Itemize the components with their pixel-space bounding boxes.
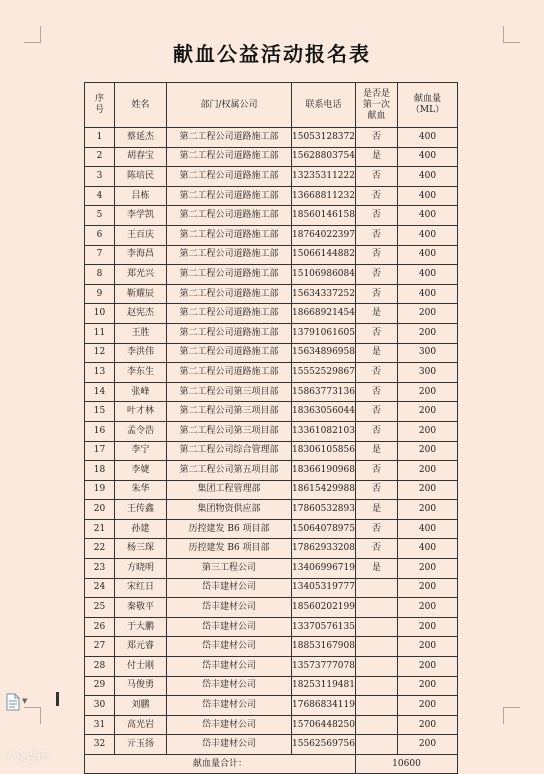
cell-phone: 13791061605 <box>292 323 356 343</box>
table-row <box>85 657 458 677</box>
cell-name: 杨三琛 <box>115 539 167 559</box>
cell-first: 否 <box>356 167 398 187</box>
cell-amount: 400 <box>398 245 458 265</box>
cell-dept: 第二工程公司道路施工部 <box>167 167 292 187</box>
cell-dept: 岱丰建材公司 <box>167 735 292 755</box>
cell-amount: 200 <box>398 461 458 481</box>
cell-amount: 200 <box>398 559 458 579</box>
cell-no: 9 <box>85 284 115 304</box>
cell-name: 赵宪杰 <box>115 304 167 324</box>
cell-phone: 17862933208 <box>292 539 356 559</box>
table-row <box>85 363 458 383</box>
cell-amount: 200 <box>398 304 458 324</box>
cell-dept: 第二工程公司道路施工部 <box>167 206 292 226</box>
cell-dept: 岱丰建材公司 <box>167 617 292 637</box>
cell-no: 25 <box>85 598 115 618</box>
cell-first: 否 <box>356 186 398 206</box>
cell-first: 否 <box>356 245 398 265</box>
cell-first: 是 <box>356 147 398 167</box>
cell-amount: 200 <box>398 715 458 735</box>
cell-no: 17 <box>85 441 115 461</box>
cell-name: 宋红日 <box>115 578 167 598</box>
cell-name: 朱华 <box>115 480 167 500</box>
cell-dept: 历控建发 B6 项目部 <box>167 519 292 539</box>
cell-first <box>356 637 398 657</box>
table-row <box>85 323 458 343</box>
total-row <box>85 755 458 774</box>
cell-no: 31 <box>85 715 115 735</box>
cell-amount: 400 <box>398 539 458 559</box>
cell-name: 叶才林 <box>115 402 167 422</box>
cell-dept: 第二工程公司道路施工部 <box>167 245 292 265</box>
cell-no: 27 <box>85 637 115 657</box>
cell-first: 否 <box>356 382 398 402</box>
registration-table <box>84 82 458 774</box>
table-row <box>85 128 458 148</box>
cell-first: 是 <box>356 500 398 520</box>
cell-phone: 13406996719 <box>292 559 356 579</box>
cell-first <box>356 617 398 637</box>
cell-name: 孟令浩 <box>115 421 167 441</box>
cell-amount: 200 <box>398 637 458 657</box>
cell-phone: 13370576135 <box>292 617 356 637</box>
table-row <box>85 147 458 167</box>
cell-amount: 200 <box>398 382 458 402</box>
cell-no: 26 <box>85 617 115 637</box>
cell-phone: 15053128372 <box>292 128 356 148</box>
cell-name: 孙建 <box>115 519 167 539</box>
document-title: 献血公益活动报名表 <box>173 42 371 66</box>
table-row <box>85 539 458 559</box>
cell-first: 否 <box>356 265 398 285</box>
cell-first: 是 <box>356 559 398 579</box>
cell-name: 蔡延杰 <box>115 128 167 148</box>
cell-name: 吕栋 <box>115 186 167 206</box>
table-row <box>85 559 458 579</box>
cell-dept: 岱丰建材公司 <box>167 578 292 598</box>
cell-dept: 第二工程公司道路施工部 <box>167 363 292 383</box>
cell-no: 16 <box>85 421 115 441</box>
cell-first: 否 <box>356 206 398 226</box>
table-row <box>85 402 458 422</box>
cell-dept: 第二工程公司第三项目部 <box>167 402 292 422</box>
cell-amount: 200 <box>398 676 458 696</box>
table-row <box>85 265 458 285</box>
cell-amount: 400 <box>398 519 458 539</box>
cell-amount: 200 <box>398 578 458 598</box>
cell-phone: 18366190968 <box>292 461 356 481</box>
cell-first: 否 <box>356 539 398 559</box>
cell-first: 是 <box>356 343 398 363</box>
cell-first <box>356 578 398 598</box>
header-amount: 献血量（ML） <box>398 83 458 128</box>
cell-dept: 第三工程公司 <box>167 559 292 579</box>
cell-amount: 400 <box>398 265 458 285</box>
cell-dept: 岱丰建材公司 <box>167 598 292 618</box>
cell-no: 7 <box>85 245 115 265</box>
cell-name: 李宁 <box>115 441 167 461</box>
cell-first: 否 <box>356 421 398 441</box>
cell-phone: 15552529867 <box>292 363 356 383</box>
cell-dept: 第二工程公司道路施工部 <box>167 225 292 245</box>
cell-no: 15 <box>85 402 115 422</box>
cell-dept: 岱丰建材公司 <box>167 676 292 696</box>
table-row <box>85 676 458 696</box>
dropdown-arrow-icon[interactable]: ▼ <box>22 697 28 705</box>
table-row <box>85 519 458 539</box>
cell-phone: 18363056044 <box>292 402 356 422</box>
cell-name: 王传鑫 <box>115 500 167 520</box>
cell-amount: 400 <box>398 128 458 148</box>
cell-first <box>356 657 398 677</box>
table-row <box>85 206 458 226</box>
table-row <box>85 598 458 618</box>
cell-phone: 13361082103 <box>292 421 356 441</box>
cell-dept: 第二工程公司道路施工部 <box>167 284 292 304</box>
cell-phone: 15863773136 <box>292 382 356 402</box>
cell-name: 王百庆 <box>115 225 167 245</box>
cell-amount: 400 <box>398 284 458 304</box>
cell-amount: 200 <box>398 480 458 500</box>
cell-amount: 400 <box>398 186 458 206</box>
cell-phone: 18668921454 <box>292 304 356 324</box>
cell-no: 11 <box>85 323 115 343</box>
table-row <box>85 343 458 363</box>
cell-name: 胡春宝 <box>115 147 167 167</box>
cell-dept: 集团物资供应部 <box>167 500 292 520</box>
text-cursor-icon <box>56 692 59 706</box>
table-row <box>85 480 458 500</box>
cell-phone: 18764022397 <box>292 225 356 245</box>
cell-dept: 第二工程公司综合管理部 <box>167 441 292 461</box>
cell-name: 于大鹏 <box>115 617 167 637</box>
total-label: 献血量合计： <box>85 755 356 774</box>
cell-no: 22 <box>85 539 115 559</box>
cell-first: 否 <box>356 225 398 245</box>
cell-name: 李学凯 <box>115 206 167 226</box>
cell-amount: 200 <box>398 657 458 677</box>
cell-phone: 15562569756 <box>292 735 356 755</box>
header-no: 序号 <box>85 83 115 128</box>
cell-name: 高光岩 <box>115 715 167 735</box>
cell-phone: 15066144882 <box>292 245 356 265</box>
table-row <box>85 225 458 245</box>
cell-first: 是 <box>356 441 398 461</box>
header-first-time: 是否是第一次献血 <box>356 83 398 128</box>
cell-no: 12 <box>85 343 115 363</box>
cell-phone: 15064078975 <box>292 519 356 539</box>
table-row <box>85 715 458 735</box>
cell-no: 4 <box>85 186 115 206</box>
table-row <box>85 382 458 402</box>
crop-mark-bottom-left <box>24 707 41 724</box>
cell-dept: 第二工程公司道路施工部 <box>167 147 292 167</box>
cell-amount: 200 <box>398 441 458 461</box>
cell-first <box>356 696 398 716</box>
cell-amount: 400 <box>398 206 458 226</box>
table-row <box>85 167 458 187</box>
cell-no: 14 <box>85 382 115 402</box>
cell-first: 否 <box>356 480 398 500</box>
cell-dept: 集团工程管理部 <box>167 480 292 500</box>
cell-first: 否 <box>356 402 398 422</box>
cell-dept: 第二工程公司第三项目部 <box>167 382 292 402</box>
cell-amount: 200 <box>398 617 458 637</box>
cell-no: 13 <box>85 363 115 383</box>
cell-no: 28 <box>85 657 115 677</box>
header-phone: 联系电话 <box>292 83 356 128</box>
cell-first <box>356 598 398 618</box>
cell-no: 20 <box>85 500 115 520</box>
cell-first: 否 <box>356 128 398 148</box>
cell-name: 李婕 <box>115 461 167 481</box>
cell-first: 否 <box>356 519 398 539</box>
cell-no: 1 <box>85 128 115 148</box>
header-dept: 部门/权属公司 <box>167 83 292 128</box>
cell-dept: 第二工程公司第五项目部 <box>167 461 292 481</box>
cell-no: 10 <box>85 304 115 324</box>
cell-name: 亓玉扬 <box>115 735 167 755</box>
cell-dept: 岱丰建材公司 <box>167 657 292 677</box>
cell-dept: 第二工程公司道路施工部 <box>167 128 292 148</box>
cell-dept: 第二工程公司道路施工部 <box>167 186 292 206</box>
cell-first <box>356 735 398 755</box>
cell-no: 5 <box>85 206 115 226</box>
cell-name: 郑光兴 <box>115 265 167 285</box>
cell-amount: 200 <box>398 696 458 716</box>
table-row <box>85 637 458 657</box>
table-row <box>85 421 458 441</box>
cell-name: 秦敬平 <box>115 598 167 618</box>
cell-amount: 200 <box>398 598 458 618</box>
cell-no: 8 <box>85 265 115 285</box>
cell-phone: 15634896958 <box>292 343 356 363</box>
cell-dept: 历控建发 B6 项目部 <box>167 539 292 559</box>
cell-no: 18 <box>85 461 115 481</box>
cell-name: 王胜 <box>115 323 167 343</box>
table-row <box>85 617 458 637</box>
table-row <box>85 245 458 265</box>
cell-first: 否 <box>356 323 398 343</box>
cell-name: 陈培民 <box>115 167 167 187</box>
cell-amount: 200 <box>398 402 458 422</box>
cell-first <box>356 676 398 696</box>
table-row <box>85 735 458 755</box>
cell-no: 3 <box>85 167 115 187</box>
document-icon[interactable] <box>5 693 21 711</box>
cell-name: 郑元睿 <box>115 637 167 657</box>
cell-dept: 第二工程公司道路施工部 <box>167 323 292 343</box>
cell-dept: 岱丰建材公司 <box>167 696 292 716</box>
cell-amount: 400 <box>398 147 458 167</box>
table-row <box>85 461 458 481</box>
cell-name: 刘鹏 <box>115 696 167 716</box>
table-row <box>85 186 458 206</box>
cell-dept: 岱丰建材公司 <box>167 637 292 657</box>
cell-no: 19 <box>85 480 115 500</box>
cell-phone: 18306105856 <box>292 441 356 461</box>
cell-phone: 13573777078 <box>292 657 356 677</box>
table-header-row <box>85 83 458 128</box>
cell-name: 付士刚 <box>115 657 167 677</box>
cell-first: 是 <box>356 304 398 324</box>
cell-no: 30 <box>85 696 115 716</box>
cell-dept: 第二工程公司道路施工部 <box>167 304 292 324</box>
cell-dept: 岱丰建材公司 <box>167 715 292 735</box>
table-row <box>85 284 458 304</box>
cell-no: 29 <box>85 676 115 696</box>
table-row <box>85 696 458 716</box>
watermark: 大众点评 <box>4 750 48 763</box>
cell-amount: 200 <box>398 323 458 343</box>
cell-phone: 13668811232 <box>292 186 356 206</box>
cell-phone: 17860532893 <box>292 500 356 520</box>
cell-name: 李洪伟 <box>115 343 167 363</box>
cell-phone: 13235311222 <box>292 167 356 187</box>
cell-first: 否 <box>356 461 398 481</box>
cell-amount: 200 <box>398 735 458 755</box>
cell-amount: 400 <box>398 167 458 187</box>
cell-phone: 18560202199 <box>292 598 356 618</box>
cell-no: 24 <box>85 578 115 598</box>
cell-dept: 第二工程公司道路施工部 <box>167 265 292 285</box>
cell-name: 马俊勇 <box>115 676 167 696</box>
cell-phone: 15628803754 <box>292 147 356 167</box>
cell-name: 张峰 <box>115 382 167 402</box>
total-value: 10600 <box>356 755 458 774</box>
cell-no: 2 <box>85 147 115 167</box>
cell-dept: 第二工程公司第三项目部 <box>167 421 292 441</box>
crop-mark-bottom-right <box>503 707 520 724</box>
cell-phone: 18253119481 <box>292 676 356 696</box>
cell-amount: 200 <box>398 421 458 441</box>
cell-amount: 300 <box>398 343 458 363</box>
table-row <box>85 500 458 520</box>
cell-first: 否 <box>356 284 398 304</box>
cell-name: 方晓明 <box>115 559 167 579</box>
cell-no: 32 <box>85 735 115 755</box>
cell-dept: 第二工程公司道路施工部 <box>167 343 292 363</box>
cell-name: 李东生 <box>115 363 167 383</box>
header-name: 姓名 <box>115 83 167 128</box>
cell-phone: 13405319777 <box>292 578 356 598</box>
cell-phone: 15634337252 <box>292 284 356 304</box>
cell-first <box>356 715 398 735</box>
table-row <box>85 441 458 461</box>
cell-no: 21 <box>85 519 115 539</box>
cell-amount: 400 <box>398 225 458 245</box>
cell-phone: 18853167908 <box>292 637 356 657</box>
cell-no: 6 <box>85 225 115 245</box>
cell-phone: 18560146158 <box>292 206 356 226</box>
table-row <box>85 578 458 598</box>
cell-phone: 18615429988 <box>292 480 356 500</box>
cell-name: 靳耀辰 <box>115 284 167 304</box>
cell-name: 李海昌 <box>115 245 167 265</box>
cell-phone: 15706448250 <box>292 715 356 735</box>
cell-amount: 300 <box>398 363 458 383</box>
cell-phone: 15106986084 <box>292 265 356 285</box>
cell-no: 23 <box>85 559 115 579</box>
cell-amount: 200 <box>398 500 458 520</box>
cell-phone: 17686834119 <box>292 696 356 716</box>
table-row <box>85 304 458 324</box>
cell-first: 否 <box>356 363 398 383</box>
